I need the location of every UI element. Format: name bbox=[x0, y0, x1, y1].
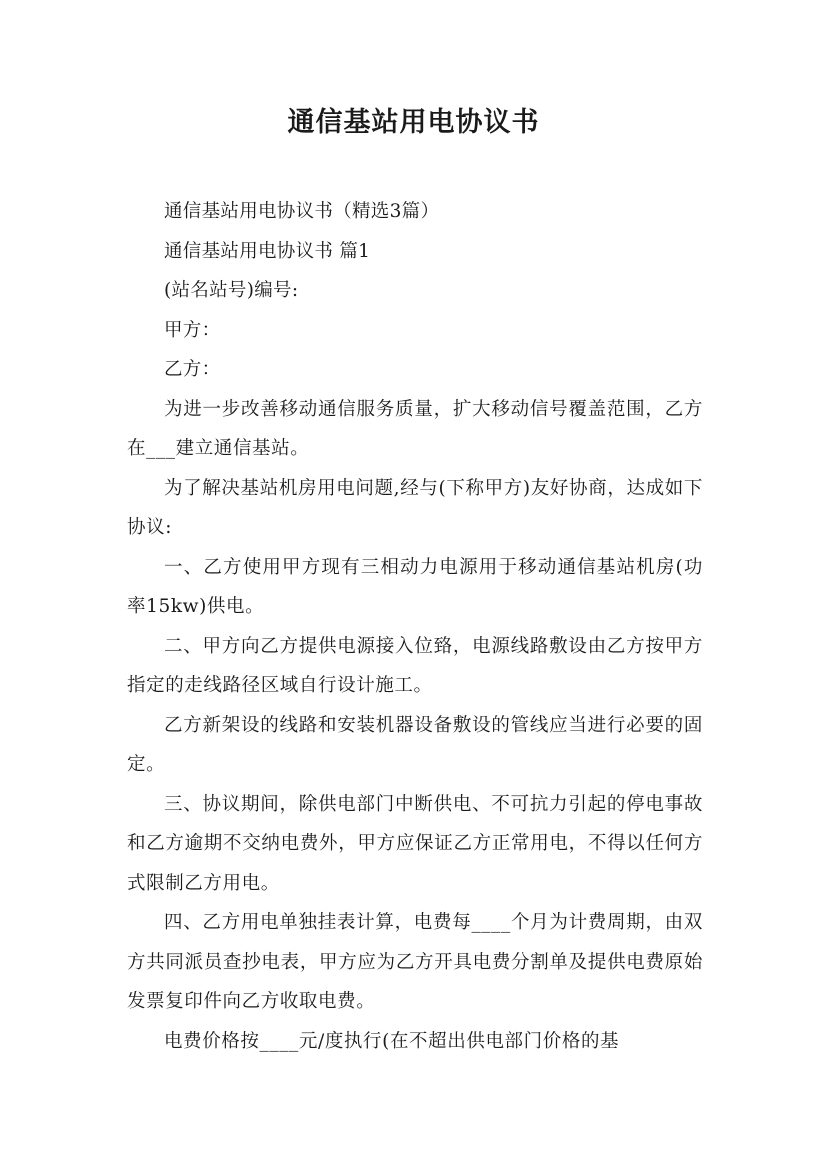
document-body bbox=[127, 192, 703, 1061]
paragraph-clause-2-note: 乙方新架设的线路和安装机器设备敷设的管线应当进行必要的固定。 bbox=[127, 714, 703, 775]
paragraph-party-b: 乙方： bbox=[164, 359, 221, 380]
paragraph-clause-4: 四、乙方用电单独挂表计算，电费每____个月为计费周期，由双方共同派员查抄电表，甲方应为乙方开具电费分割单及提供电费原始发票复印件向乙方收取电费。 bbox=[127, 912, 703, 1012]
paragraph-subtitle: 通信基站用电协议书（精选3篇） bbox=[164, 201, 440, 222]
paragraph-agreement-intro: 为了解决基站机房用电问题,经与(下称甲方)友好协商，达成如下协议: bbox=[127, 477, 703, 538]
paragraph-clause-1: 一、乙方使用甲方现有三相动力电源用于移动通信基站机房(功率15kw)供电。 bbox=[127, 556, 703, 617]
paragraph-party-a: 甲方： bbox=[164, 319, 221, 341]
paragraph-clause-2: 二、甲方向乙方提供电源接入位臵，电源线路敷设由乙方按甲方指定的走线路径区域自行设计施工。 bbox=[127, 635, 703, 696]
document-title: 通信基站用电协议书 bbox=[287, 107, 540, 138]
paragraph-clause-3: 三、协议期间，除供电部门中断供电、不可抗力引起的停电事故和乙方逾期不交纳电费外，甲方应保证乙方正常用电，不得以任何方式限制乙方用电。 bbox=[127, 793, 703, 894]
paragraph-purpose: 为进一步改善移动通信服务质量，扩大移动信号覆盖范围，乙方在___建立通信基站。 bbox=[127, 398, 703, 459]
paragraph-price: 电费价格按____元/度执行(在不超出供电部门价格的基 bbox=[164, 1030, 620, 1052]
paragraph-section-heading: 通信基站用电协议书 篇1 bbox=[164, 240, 371, 262]
paragraph-station-number: (站名站号)编号: bbox=[164, 280, 299, 301]
